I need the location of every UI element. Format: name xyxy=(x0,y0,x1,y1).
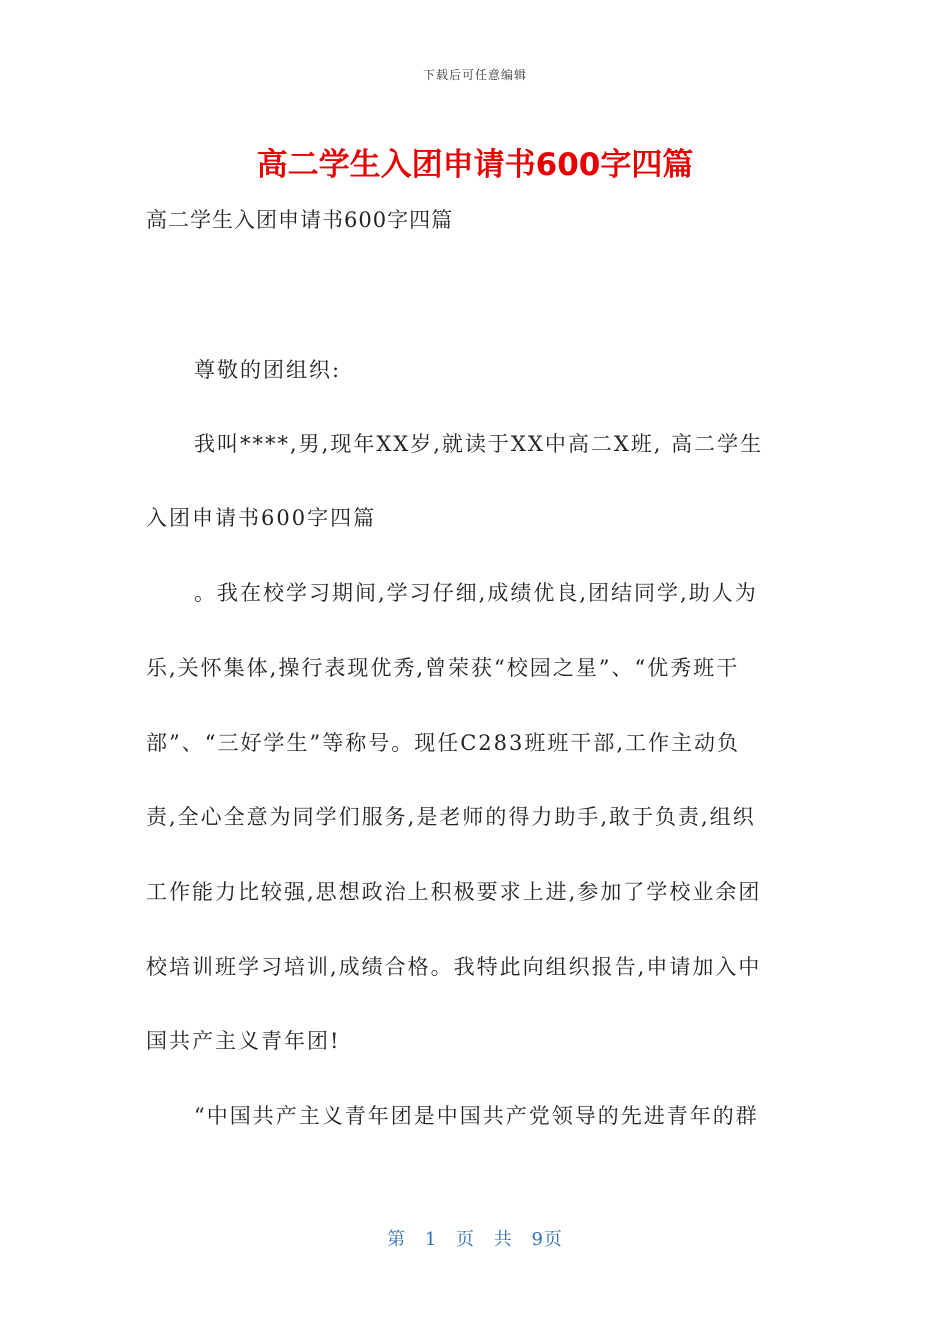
body-line: 入团申请书600字四篇 xyxy=(146,506,377,530)
footer-label-total: 共 xyxy=(493,1229,513,1250)
document-title: 高二学生入团申请书600字四篇 xyxy=(256,147,694,183)
footer-current-page: 1 xyxy=(424,1229,438,1250)
body-line: 责,全心全意为同学们服务,是老师的得力助手,敢于负责,组织 xyxy=(146,805,756,829)
body-line: 我叫****,男,现年XX岁,就读于XX中高二X班, 高二学生 xyxy=(194,432,764,456)
footer-label-page: 第 xyxy=(387,1229,407,1250)
body-line: 乐,关怀集体,操行表现优秀,曾荣获“校园之星”、“优秀班干 xyxy=(146,656,740,680)
footer-label-unit: 页 xyxy=(456,1229,475,1250)
footer-total-pages: 9页 xyxy=(531,1229,563,1250)
body-line: 国共产主义青年团! xyxy=(146,1029,341,1053)
body-line: 部”、“三好学生”等称号。现任C283班班干部,工作主动负 xyxy=(146,731,741,755)
document-subtitle: 高二学生入团申请书600字四篇 xyxy=(146,208,454,232)
header-note: 下载后可任意编辑 xyxy=(422,68,527,82)
body-line: 工作能力比较强,思想政治上积极要求上进,参加了学校业余团 xyxy=(146,880,762,904)
salutation: 尊敬的团组织: xyxy=(194,358,342,382)
body-line: “中国共产主义青年团是中国共产党领导的先进青年的群 xyxy=(194,1104,759,1128)
body-line: 校培训班学习培训,成绩合格。我特此向组织报告,申请加入中 xyxy=(146,955,762,979)
page-footer xyxy=(0,1225,950,1251)
body-line: 。我在校学习期间,学习仔细,成绩优良,团结同学,助人为 xyxy=(194,581,758,605)
